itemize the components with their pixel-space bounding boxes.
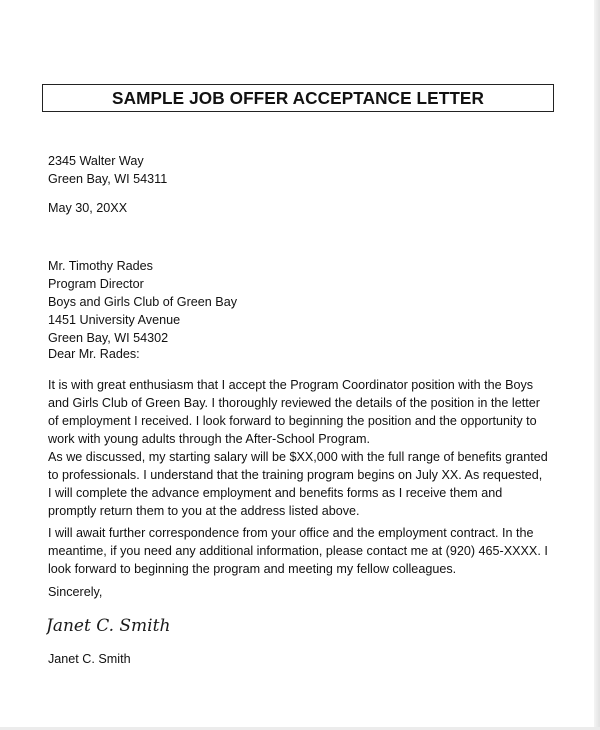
paragraph-line: and Girls Club of Green Bay. I thoroughly reviewed the details of the position in the letter [48,396,540,410]
paragraph-line: to professionals. I understand that the training program begins on July XX. As requested, [48,468,543,482]
closing [48,583,568,601]
recipient-line: Program Director [48,277,144,291]
signature-name-text: Janet C. Smith [48,652,131,666]
recipient-line: 1451 University Avenue [48,313,181,327]
paragraph-closing [48,524,568,578]
letter-title: SAMPLE JOB OFFER ACCEPTANCE LETTER [42,84,554,112]
paragraph-line: of employment I received. I look forward to beginning the position and the opportunity to [48,414,537,428]
sender-address [48,152,568,188]
salutation-text: Dear Mr. Rades: [48,347,140,361]
paragraph-line: I will await further correspondence from your office and the employment contract. In the [48,526,534,540]
paragraph-line: work with young adults through the After-School Program. [48,432,371,446]
signature-script: Janet C. Smith [46,616,171,636]
paragraph-line: meantime, if you need any additional information, please contact me at (920) 465-XXXX. I [48,544,548,558]
handwritten-signature [46,611,186,639]
signature-name [48,650,568,668]
sender-address-line: Green Bay, WI 54311 [48,172,168,186]
salutation [48,345,568,363]
recipient-address [48,257,568,347]
date-text: May 30, 20XX [48,201,128,215]
paragraph-line: It is with great enthusiasm that I accept the Program Coordinator position with the Boys [48,378,534,392]
sender-address-line: 2345 Walter Way [48,154,144,168]
recipient-line: Boys and Girls Club of Green Bay [48,295,237,309]
letter-date [48,199,568,217]
paragraph-line: promptly return them to you at the address listed above. [48,504,360,518]
paragraph-line: As we discussed, my starting salary will be $XX,000 with the full range of benefits granted [48,450,548,464]
paragraph-line: look forward to beginning the program and meeting my fellow colleagues. [48,562,457,576]
paragraph-line: I will complete the advance employment and benefits forms as I receive them and [48,486,503,500]
paragraph-acceptance [48,376,568,448]
recipient-line: Mr. Timothy Rades [48,259,153,273]
page-edge-right [594,0,600,730]
recipient-line: Green Bay, WI 54302 [48,331,169,345]
paragraph-salary [48,448,568,520]
closing-text: Sincerely, [48,585,103,599]
